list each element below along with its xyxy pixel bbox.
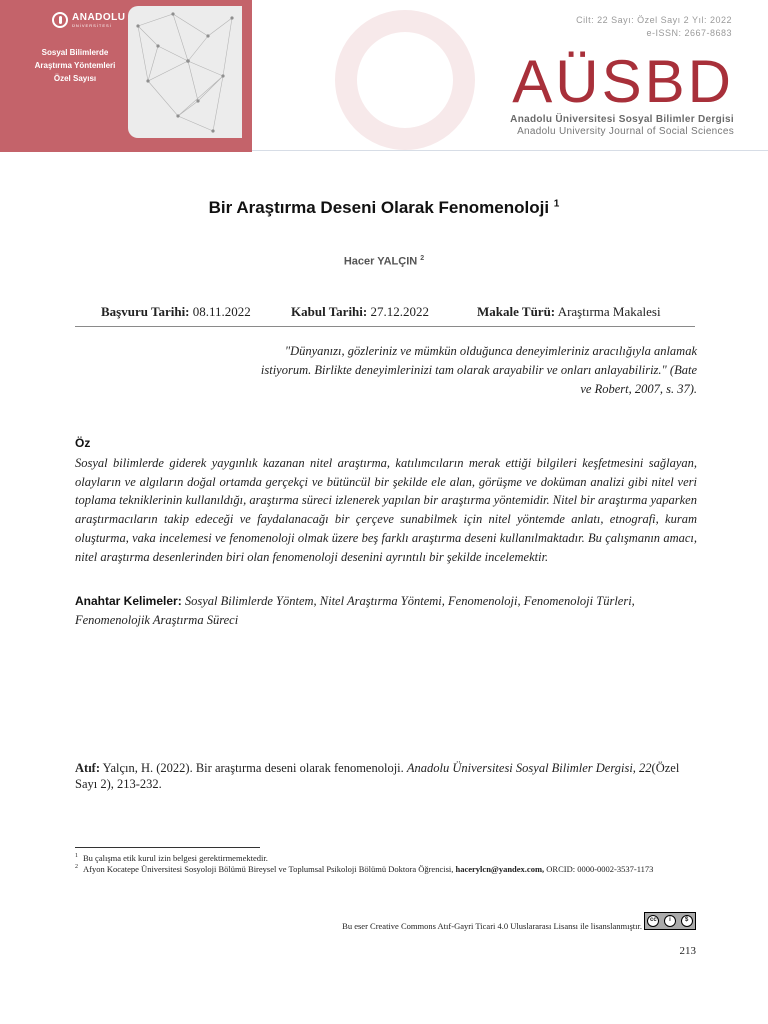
- license-text: Bu eser Creative Commons Atıf-Gayri Ticari 4.0 Uluslararası Lisansı ile lisanslanmıştır.: [342, 921, 642, 931]
- footnote-divider: [75, 847, 260, 848]
- journal-name-en: Anadolu University Journal of Social Sciences: [517, 126, 734, 137]
- article-title-text: Bir Araştırma Deseni Olarak Fenomenoloji: [208, 198, 550, 217]
- volume-line: Cilt: 22 Sayı: Özel Sayı 2 Yıl: 2022: [576, 15, 732, 25]
- author-footnote-ref[interactable]: 2: [420, 255, 425, 262]
- issn-line: e-ISSN: 2667-8683: [646, 28, 732, 38]
- dates-divider: [75, 326, 695, 327]
- cc-icon: cc: [647, 915, 659, 927]
- footnote-text: Afyon Kocatepe Üniversitesi Sosyoloji Bölümü Bireysel ve Toplumsal Psikoloji Bölümü Doktora Öğrencisi,: [83, 864, 456, 874]
- header-divider: [252, 150, 768, 151]
- citation: [75, 760, 697, 792]
- nc-icon: $: [681, 915, 693, 927]
- journal-brand: AÜSBD: [512, 48, 734, 115]
- citation-journal: Anadolu Üniversitesi Sosyal Bilimler Dergisi, 22: [406, 761, 652, 775]
- footnote-2: [75, 864, 697, 875]
- article-type-value: Araştırma Makalesi: [557, 304, 661, 319]
- citation-tail: (Özel Sayı 2), 213-232.: [75, 761, 680, 791]
- submitted-label: Başvuru Tarihi:: [101, 304, 190, 319]
- footnote-number: 2: [75, 864, 78, 870]
- footnotes: [75, 853, 697, 875]
- accepted-label: Kabul Tarihi:: [291, 304, 368, 319]
- author: [0, 255, 768, 268]
- citation-label: Atıf:: [75, 761, 100, 775]
- logo-sub: ÜNİVERSİTESİ: [72, 22, 112, 28]
- citation-lead: Yalçın, H. (2022). Bir araştırma deseni olarak fenomenoloji.: [102, 761, 404, 775]
- special-issue-line: Özel Sayısı: [53, 74, 97, 83]
- footnote-number: 1: [75, 853, 78, 859]
- special-issue-line: Araştırma Yöntemleri: [34, 61, 116, 70]
- abstract-text: Sosyal bilimlerde giderek yaygınlık kazanan nitel araştırma, katılımcıların merak ettiği bilgileri keşfetmesini sağlayan, olayların ve algıların doğal ortamda gerçekçi ve bütüncül bir şekilde ele alan, görüşme ve doküman analizi gibi nitel veri toplama tekniklerinin kullanıldığı, araştırma süreci izlenerek yapılan bir araştırma yöntemidir. Nitel bir araştırma yaparken araştırmacıların takip edeceği ve faydalanacağı bir çerçeve sunabilmek için nitel yöntemde anlatı, etnografi, kuram oluşturma, vaka incelemesi ve fenomenoloji olmak üzere beş farklı araştırma deseni kullanılmaktadır. Bu çalışmanın amacı, nitel araştırma desenlerinden biri olan fenomenoloji desenini ayrıntılı bir şekilde incelemektir.: [75, 456, 697, 564]
- author-email-link[interactable]: hacerylcn@yandex.com,: [455, 864, 545, 874]
- epigraph-quote: "Dünyanızı, gözleriniz ve mümkün olduğunca deneyimleriniz aracılığıyla anlamak istiyorum. Birlikte deneyimlerinizi tam olarak arayabilir ve onları anlayabiliriz." (Bate ve Robert, 2007, s. 37).: [260, 344, 697, 396]
- by-icon: i: [664, 915, 676, 927]
- watermark-logo: [335, 10, 475, 150]
- footnote-orcid: ORCID: 0000-0002-3537-1173: [544, 864, 654, 874]
- submitted-date: [101, 304, 291, 320]
- accepted-value: 27.12.2022: [370, 304, 429, 319]
- university-logo: [52, 12, 126, 28]
- abstract-heading: Öz: [75, 436, 91, 450]
- special-issue-panel: [0, 0, 252, 152]
- keywords: [75, 592, 697, 630]
- network-graph-icon: [128, 6, 242, 138]
- submitted-value: 08.11.2022: [192, 304, 251, 319]
- article-dates: [75, 304, 695, 320]
- cc-license-badge[interactable]: [644, 912, 696, 930]
- special-issue-line: Sosyal Bilimlerde: [41, 48, 109, 57]
- page-number: 213: [679, 945, 696, 957]
- footnote-text: Bu çalışma etik kurul izin belgesi gerektirmemektedir.: [83, 853, 268, 863]
- special-issue-label: [30, 46, 120, 85]
- anadolu-logo-icon: [52, 12, 68, 28]
- article-type-label: Makale Türü:: [477, 304, 556, 319]
- title-footnote-ref[interactable]: 1: [553, 198, 560, 210]
- footnote-1: [75, 853, 697, 864]
- issue-meta: [576, 14, 732, 40]
- article-type: [477, 304, 661, 320]
- logo-name: ANADOLU: [72, 11, 126, 23]
- accepted-date: [291, 304, 477, 320]
- journal-fullname: [510, 114, 734, 138]
- keywords-label: Anahtar Kelimeler:: [75, 594, 182, 608]
- author-name: Hacer YALÇIN: [343, 255, 418, 268]
- network-illustration: [128, 6, 242, 138]
- journal-name-tr: Anadolu Üniversitesi Sosyal Bilimler Dergisi: [510, 114, 734, 125]
- article-title: [0, 198, 768, 218]
- keywords-text: Sosyal Bilimlerde Yöntem, Nitel Araştırma Yöntemi, Fenomenoloji, Fenomenoloji Türleri, Fenomenolojik Araştırma Süreci: [75, 594, 635, 627]
